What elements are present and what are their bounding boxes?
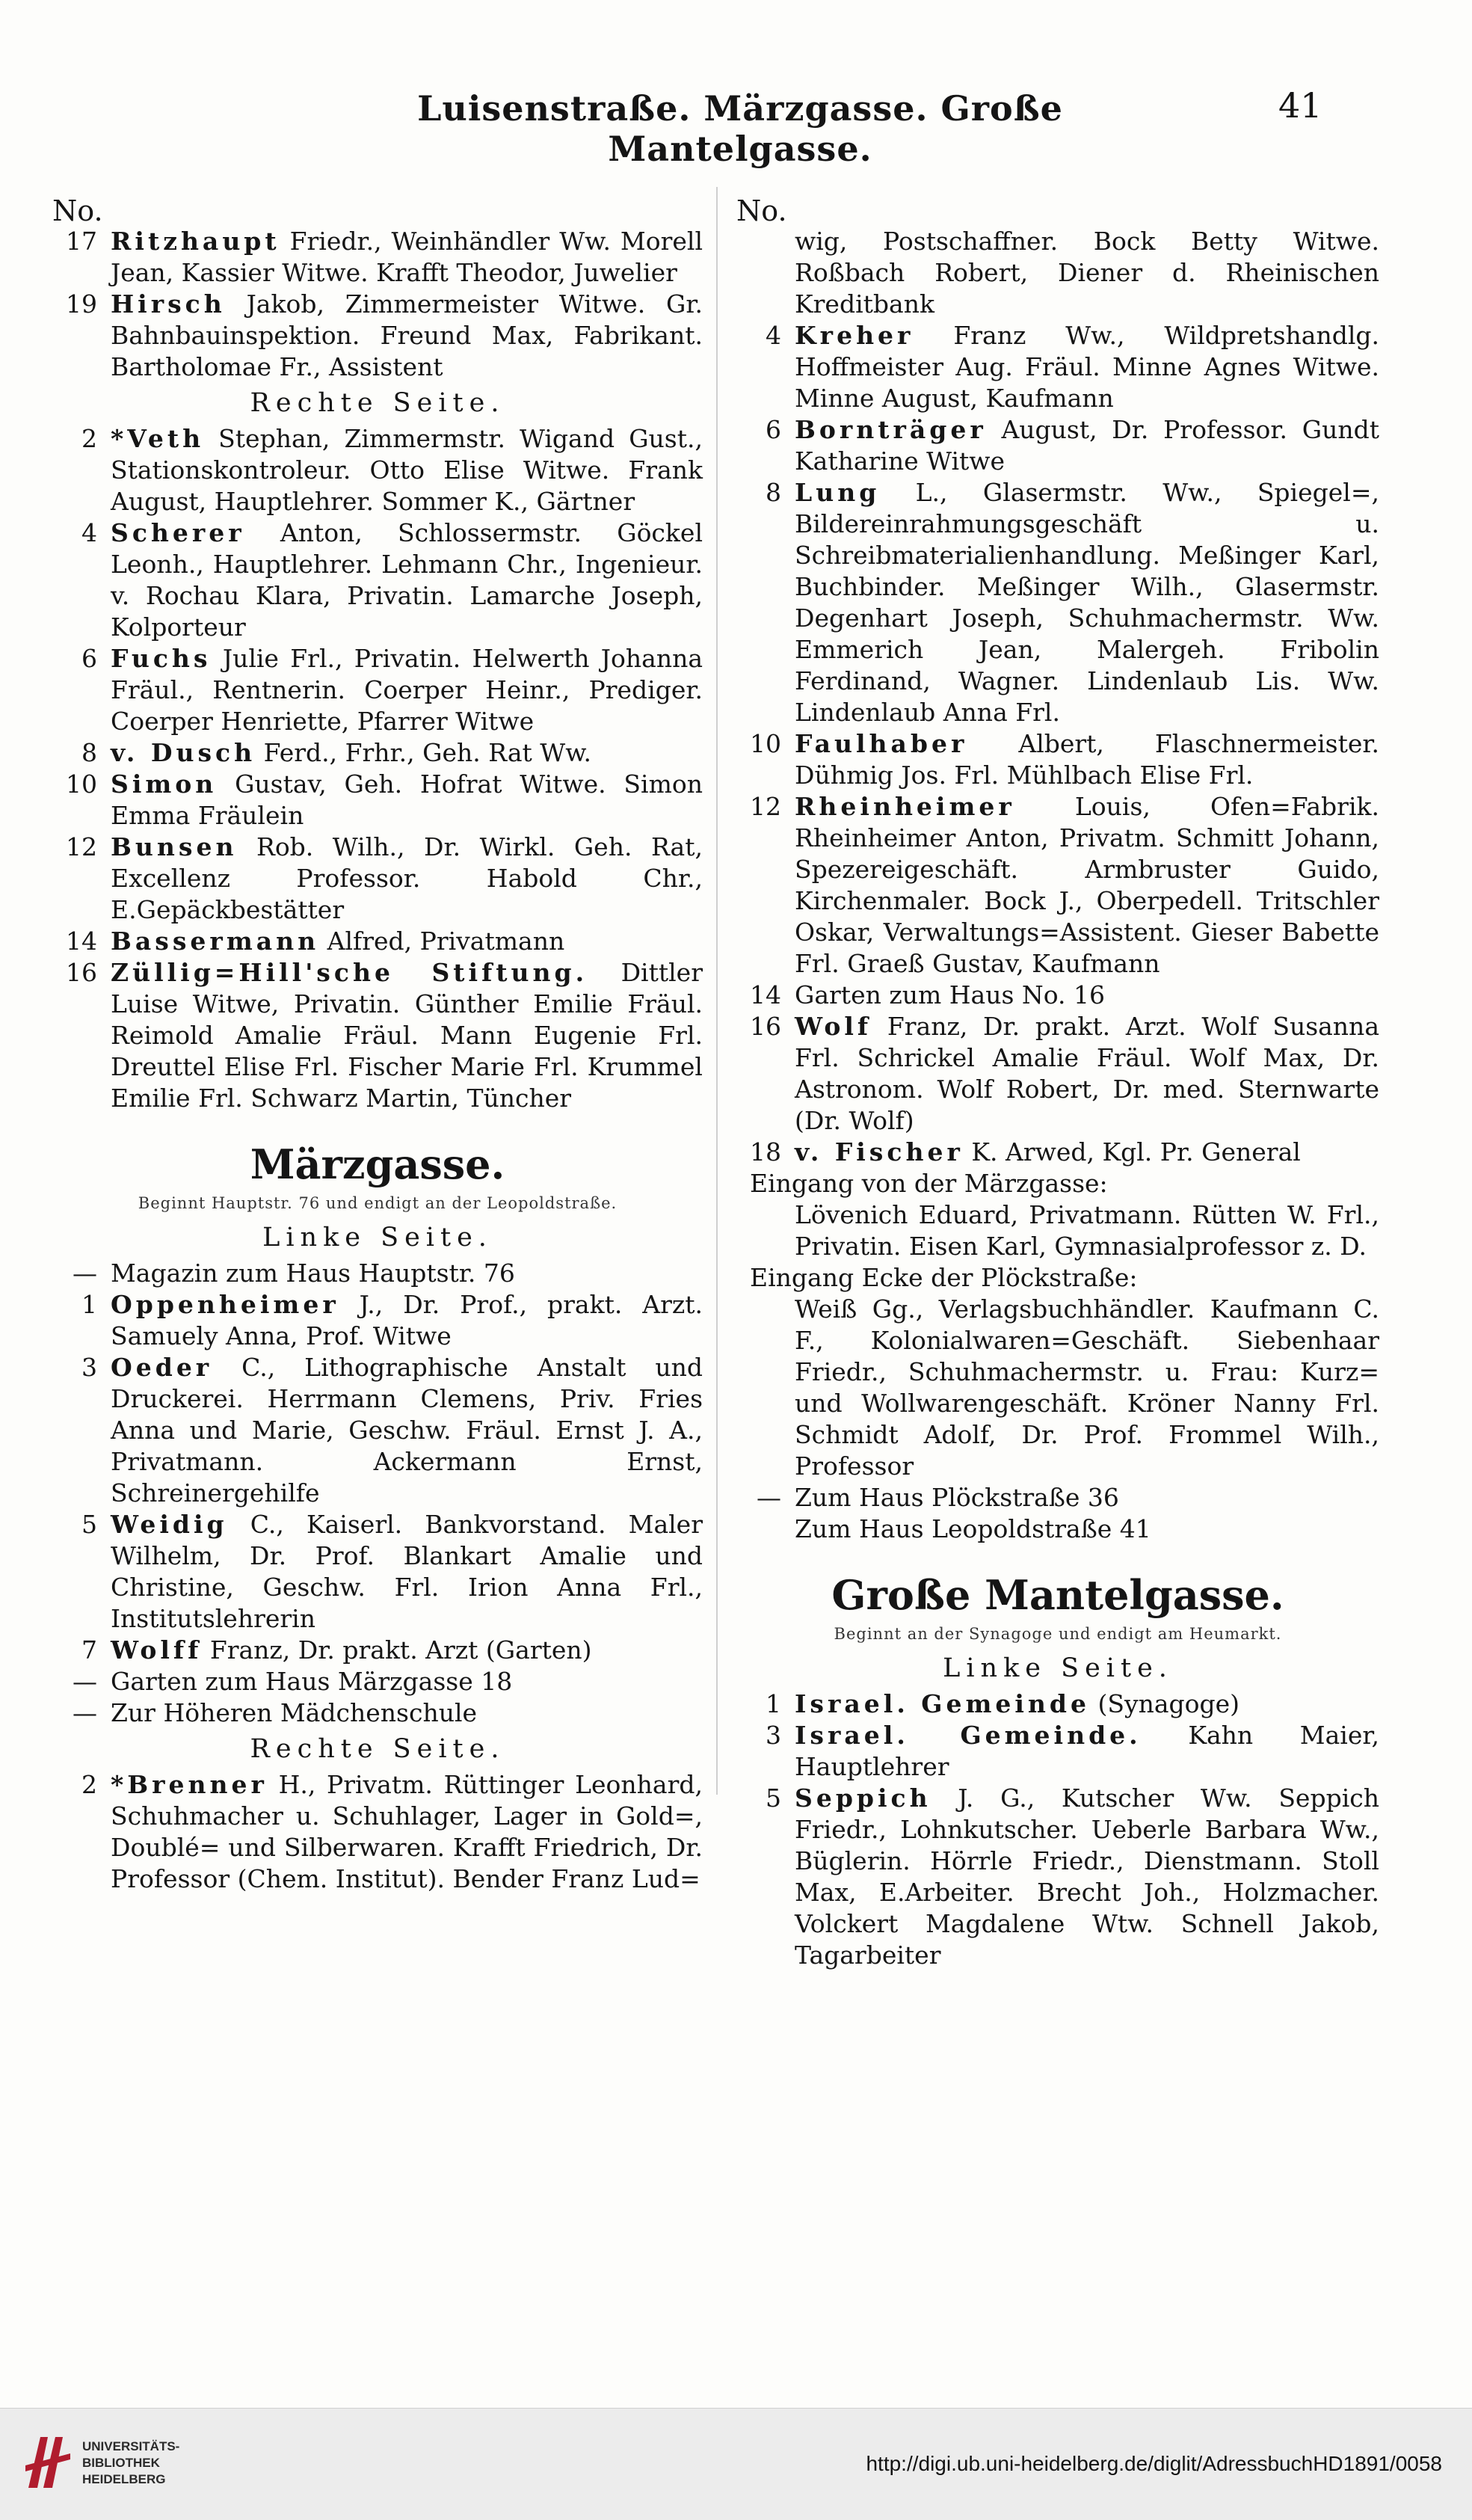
house-number: 12: [750, 792, 781, 821]
entry-detail: Gustav, Geh. Hofrat Witwe. Simon Emma Fräulein: [111, 769, 703, 830]
logo-line-1: UNIVERSITÄTS-: [82, 2439, 180, 2453]
entry-text: [111, 517, 703, 643]
directory-entry: [736, 1011, 1379, 1137]
house-number: —: [73, 1667, 97, 1696]
page-number: 41: [1278, 85, 1322, 126]
house-number: 6: [766, 415, 781, 444]
entry-detail: J. G., Kutscher Ww. Seppich Friedr., Lohnkutscher. Ueberle Barbara Ww., Büglerin. Hörrle Friedr., Dienstmann. Stoll Max, E.Arbeiter. Brecht Joh., Holzmacher. Volckert Magdalene Wtw. Schnell Jakob, Tagarbeiter: [795, 1783, 1379, 1970]
entrance-label-ploeckstrasse: Eingang Ecke der Plöckstraße:: [750, 1263, 1138, 1292]
house-number: 10: [750, 729, 781, 758]
column-divider: [716, 187, 718, 1795]
directory-entry: [736, 1137, 1379, 1168]
entry-lead-name: Lung: [795, 478, 881, 507]
house-number: [736, 1513, 795, 1545]
library-logo-icon: [21, 2431, 75, 2492]
logo-line-2: BIBLIOTHEK: [82, 2456, 160, 2470]
entry-text: [795, 1720, 1379, 1783]
entry-lead-name: *Veth: [111, 424, 205, 453]
maerzgasse-right-entries-end: [736, 1482, 1379, 1545]
directory-entry: [736, 1720, 1379, 1783]
directory-entry: [52, 1635, 703, 1666]
entry-lead-name: Kreher: [795, 321, 914, 350]
directory-entry: [52, 1666, 703, 1697]
entry-text: [795, 1783, 1379, 1971]
directory-entry: [52, 1509, 703, 1635]
directory-entry: [736, 1688, 1379, 1720]
directory-entry: [736, 1482, 1379, 1513]
entry-detail: C., Kaiserl. Bankvorstand. Maler Wilhelm, Dr. Prof. Blankart Amalie und Christine, Geschw. Frl. Irion Anna Frl., Institutslehrerin: [111, 1510, 703, 1633]
entry-text: [111, 1697, 703, 1729]
house-number: —: [757, 1483, 781, 1512]
directory-entry: [52, 737, 703, 769]
directory-entry: [52, 643, 703, 737]
entry-text: [111, 957, 703, 1114]
entry-lead-name: Simon: [111, 769, 218, 799]
directory-entry: [736, 1783, 1379, 1971]
entry-text: [111, 832, 703, 926]
maerzgasse-left-entries: [52, 1258, 703, 1729]
directory-entry: [52, 423, 703, 517]
entry-text: [111, 769, 703, 832]
left-side-label-mantelgasse: Linke Seite.: [943, 1653, 1173, 1683]
street-subtitle-grosse-mantelgasse: Beginnt an der Synagoge und endigt am Heumarkt.: [834, 1625, 1282, 1643]
number-column-label: No.: [52, 194, 103, 227]
entry-lead-name: Scherer: [111, 518, 245, 547]
entry-text: Weiß Gg., Verlagsbuchhändler. Kaufmann C. F., Kolonialwaren=Geschäft. Siebenhaar Friedr., Schuhmachermstr. u. Frau: Kurz= und Wollwarengeschäft. Kröner Nanny Frl. Schmidt Adolf, Dr. Prof. Frommel Wilh., Professor: [795, 1294, 1379, 1481]
house-number: 10: [66, 769, 97, 799]
entrance-label-maerzgasse: Eingang von der Märzgasse:: [750, 1169, 1108, 1198]
entrance-entry-ploeckstrasse: [736, 1294, 1379, 1482]
entry-text: [111, 289, 703, 383]
directory-entry: [736, 1513, 1379, 1545]
entry-lead-name: Bunsen: [111, 832, 238, 861]
entry-text: [111, 1352, 703, 1509]
entry-detail: Garten zum Haus Märzgasse 18: [111, 1667, 513, 1696]
directory-entry: [52, 517, 703, 643]
directory-entry: [736, 980, 1379, 1011]
entry-text: [795, 791, 1379, 980]
directory-entry: [52, 1697, 703, 1729]
entry-lead-name: v. Dusch: [111, 738, 256, 767]
entry-lead-name: Seppich: [795, 1783, 931, 1813]
entry-text: [111, 1666, 703, 1697]
entry-detail: Franz, Dr. prakt. Arzt (Garten): [209, 1635, 592, 1665]
entry-text: [111, 1635, 703, 1666]
house-number: 1: [81, 1290, 97, 1319]
entry-lead-name: Israel. Gemeinde: [795, 1689, 1090, 1718]
entry-lead-name: Israel. Gemeinde.: [795, 1721, 1142, 1750]
entry-text: [111, 1289, 703, 1352]
entry-detail: Stephan, Zimmermstr. Wigand Gust., Stationskontroleur. Otto Elise Witwe. Frank August, Hauptlehrer. Sommer K., Gärtner: [111, 424, 703, 516]
house-number: —: [73, 1698, 97, 1727]
house-number: 5: [766, 1783, 781, 1813]
entry-text: [111, 1509, 703, 1635]
running-title: Luisenstraße. Märzgasse. Große Mantelgasse.: [417, 88, 1063, 169]
house-number: 8: [766, 478, 781, 507]
entry-detail: August, Dr. Professor. Gundt Katharine Witwe: [795, 415, 1379, 476]
house-number: 1: [766, 1689, 781, 1718]
continuation-entry: [736, 226, 1379, 320]
entry-text: [795, 414, 1379, 477]
entry-lead-name: Oeder: [111, 1353, 213, 1382]
entry-detail: Louis, Ofen=Fabrik. Rheinheimer Anton, Privatm. Schmitt Johann, Spezereigeschäft. Armbruster Guido, Kirchenmaler. Bock J., Oberpedell. Tritschler Oskar, Verwaltungs=Assistent. Gieser Babette Frl. Graeß Gustav, Kaufmann: [795, 792, 1379, 978]
entry-detail: J., Dr. Prof., prakt. Arzt. Samuely Anna, Prof. Witwe: [111, 1290, 703, 1350]
luisenstrasse-right-entries: [52, 423, 703, 1114]
entry-detail: Albert, Flaschnermeister. Dühmig Jos. Frl. Mühlbach Elise Frl.: [795, 729, 1379, 790]
directory-entry: [52, 1769, 703, 1895]
entry-detail: Julie Frl., Privatin. Helwerth Johanna Fräul., Rentnerin. Coerper Heinr., Prediger. Coerper Henriette, Pfarrer Witwe: [111, 644, 703, 736]
directory-entry: [736, 414, 1379, 477]
entry-text: wig, Postschaffner. Bock Betty Witwe. Roßbach Robert, Diener d. Rheinischen Kreditbank: [795, 227, 1379, 319]
entry-lead-name: Züllig=Hill'sche Stiftung.: [111, 958, 588, 987]
entry-lead-name: Wolff: [111, 1635, 203, 1665]
entry-lead-name: Faulhaber: [795, 729, 968, 758]
entry-detail: C., Lithographische Anstalt und Druckerei. Herrmann Clemens, Priv. Fries Anna und Marie, Geschw. Fräul. Ernst J. A., Privatmann. Ackermann Ernst, Schreinergehilfe: [111, 1353, 703, 1508]
entrance-entry-maerzgasse: [736, 1199, 1379, 1262]
house-number: 14: [750, 980, 781, 1009]
entry-number: [736, 226, 795, 320]
street-title-maerzgasse: Märzgasse.: [250, 1140, 505, 1188]
entry-detail: Friedr., Weinhändler Ww. Morell Jean, Kassier Witwe. Krafft Theodor, Juwelier: [111, 227, 703, 287]
entry-detail: L., Glasermstr. Ww., Spiegel=, Bildereinrahmungsgeschäft u. Schreibmaterialienhandlung. Meßinger Karl, Buchbinder. Meßinger Wilh., Glasermstr. Degenhart Joseph, Schuhmachermstr. Ww. Emmerich Jean, Malergeh. Fribolin Ferdinand, Wagner. Lindenlaub Lis. Ww. Lindenlaub Anna Frl.: [795, 478, 1379, 727]
directory-entry: [736, 320, 1379, 414]
entry-lead-name: Ritzhaupt: [111, 227, 280, 256]
house-number: 7: [81, 1635, 97, 1665]
house-number: 6: [81, 644, 97, 673]
house-number: 16: [750, 1012, 781, 1041]
entry-text: [795, 320, 1379, 414]
entry-lead-name: Hirsch: [111, 289, 226, 319]
entry-number: [736, 1294, 795, 1482]
entry-text: [111, 737, 703, 769]
house-number: 16: [66, 958, 97, 987]
entry-detail: Zum Haus Plöckstraße 36: [795, 1483, 1119, 1512]
entry-detail: Ferd., Frhr., Geh. Rat Ww.: [263, 738, 592, 767]
entry-detail: Magazin zum Haus Hauptstr. 76: [111, 1259, 515, 1288]
directory-entry: [52, 226, 703, 289]
entry-detail: Kahn Maier, Hauptlehrer: [795, 1721, 1379, 1781]
directory-entry: [52, 1352, 703, 1509]
directory-entry: [736, 728, 1379, 791]
number-column-label-right: No.: [736, 194, 787, 227]
house-number: 4: [766, 321, 781, 350]
entry-detail: Zur Höheren Mädchenschule: [111, 1698, 478, 1727]
directory-entry: [736, 477, 1379, 728]
source-url-link[interactable]: http://digi.ub.uni-heidelberg.de/diglit/AdressbuchHD1891/0058: [866, 2452, 1442, 2475]
directory-entry: [736, 791, 1379, 980]
mantelgasse-left-entries: [736, 1688, 1379, 1971]
library-footer: [0, 2408, 1472, 2520]
entry-text: [795, 1513, 1379, 1545]
entry-text: [795, 728, 1379, 791]
entry-text: [111, 1769, 703, 1895]
street-subtitle-maerzgasse: Beginnt Hauptstr. 76 und endigt an der Leopoldstraße.: [138, 1194, 618, 1212]
entry-detail: Alfred, Privatmann: [327, 926, 565, 956]
entry-text: [795, 1011, 1379, 1137]
house-number: 18: [750, 1137, 781, 1167]
entry-text: Lövenich Eduard, Privatmann. Rütten W. Frl., Privatin. Eisen Karl, Gymnasialprofessor z. D.: [795, 1200, 1379, 1261]
logo-line-3: HEIDELBERG: [82, 2472, 166, 2486]
directory-entry: [52, 832, 703, 926]
entry-number: [736, 1199, 795, 1262]
street-title-grosse-mantelgasse: Große Mantelgasse.: [831, 1571, 1284, 1619]
entry-lead-name: Wolf: [795, 1012, 872, 1041]
entry-detail: H., Privatm. Rüttinger Leonhard, Schuhmacher u. Schuhlager, Lager in Gold=, Doublé= und Silberwaren. Krafft Friedrich, Dr. Professor (Chem. Institut). Bender Franz Lud=: [111, 1770, 703, 1893]
entry-detail: (Synagoge): [1097, 1689, 1240, 1718]
house-number: 14: [66, 926, 97, 956]
maerzgasse-right-entries: [52, 1769, 703, 1895]
entry-detail: K. Arwed, Kgl. Pr. General: [971, 1137, 1301, 1167]
entry-text: [795, 1688, 1379, 1720]
house-number: 3: [81, 1353, 97, 1382]
house-number: 4: [81, 518, 97, 547]
house-number: 8: [81, 738, 97, 767]
entry-text: [795, 477, 1379, 728]
entry-text: [795, 1137, 1379, 1168]
entry-detail: Dittler Luise Witwe, Privatin. Günther Emilie Fräul. Reimold Amalie Fräul. Mann Eugenie Frl. Dreuttel Elise Frl. Fischer Marie Frl. Krummel Emilie Frl. Schwarz Martin, Tüncher: [111, 958, 703, 1113]
right-side-label-2: Rechte Seite.: [250, 1734, 505, 1764]
entry-detail: Anton, Schlossermstr. Göckel Leonh., Hauptlehrer. Lehmann Chr., Ingenieur. v. Rochau Klara, Privatin. Lamarche Joseph, Kolporteur: [111, 518, 703, 642]
house-number: 2: [81, 1770, 97, 1799]
right-side-label: Rechte Seite.: [250, 388, 505, 418]
entry-lead-name: Weidig: [111, 1510, 228, 1539]
directory-entry: [52, 1258, 703, 1289]
left-column: [52, 196, 703, 1895]
entry-detail: Franz, Dr. prakt. Arzt. Wolf Susanna Frl. Schrickel Amalie Fräul. Wolf Max, Dr. Astronom. Wolf Robert, Dr. med. Sternwarte (Dr. Wolf): [795, 1012, 1379, 1135]
house-number: 12: [66, 832, 97, 861]
entry-detail: Zum Haus Leopoldstraße 41: [795, 1514, 1151, 1543]
directory-entry: [52, 289, 703, 383]
entry-lead-name: Bornträger: [795, 415, 987, 444]
entry-lead-name: Fuchs: [111, 644, 212, 673]
entry-detail: Rob. Wilh., Dr. Wirkl. Geh. Rat, Excellenz Professor. Habold Chr., E.Gepäckbestätter: [111, 832, 703, 924]
house-number: 5: [81, 1510, 97, 1539]
maerzgasse-right-entries-cont: [736, 320, 1379, 1168]
house-number: —: [73, 1259, 97, 1288]
entry-text: [111, 643, 703, 737]
entry-lead-name: *Brenner: [111, 1770, 268, 1799]
library-logo-text: [82, 2438, 179, 2488]
entry-text: [111, 226, 703, 289]
entry-text: [111, 926, 703, 957]
entry-text: [795, 1482, 1379, 1513]
entry-text: [795, 980, 1379, 1011]
house-number: 3: [766, 1721, 781, 1750]
luisenstrasse-left-entries: [52, 226, 703, 383]
directory-entry: [52, 957, 703, 1114]
house-number: 19: [66, 289, 97, 319]
entry-text: [111, 1258, 703, 1289]
right-column: [736, 196, 1379, 1971]
entry-text: [111, 423, 703, 517]
directory-entry: [52, 926, 703, 957]
house-number: 17: [66, 227, 97, 256]
entry-detail: Franz Ww., Wildpretshandlg. Hoffmeister Aug. Fräul. Minne Agnes Witwe. Minne August, Kaufmann: [795, 321, 1379, 413]
entry-detail: Garten zum Haus No. 16: [795, 980, 1106, 1009]
left-side-label: Linke Seite.: [262, 1223, 493, 1253]
entry-lead-name: Rheinheimer: [795, 792, 1015, 821]
entry-detail: Jakob, Zimmermeister Witwe. Gr. Bahnbauinspektion. Freund Max, Fabrikant. Bartholomae Fr., Assistent: [111, 289, 703, 381]
directory-entry: [52, 769, 703, 832]
house-number: 2: [81, 424, 97, 453]
entry-lead-name: v. Fischer: [795, 1137, 964, 1167]
entry-lead-name: Bassermann: [111, 926, 320, 956]
entry-lead-name: Oppenheimer: [111, 1290, 339, 1319]
directory-entry: [52, 1289, 703, 1352]
